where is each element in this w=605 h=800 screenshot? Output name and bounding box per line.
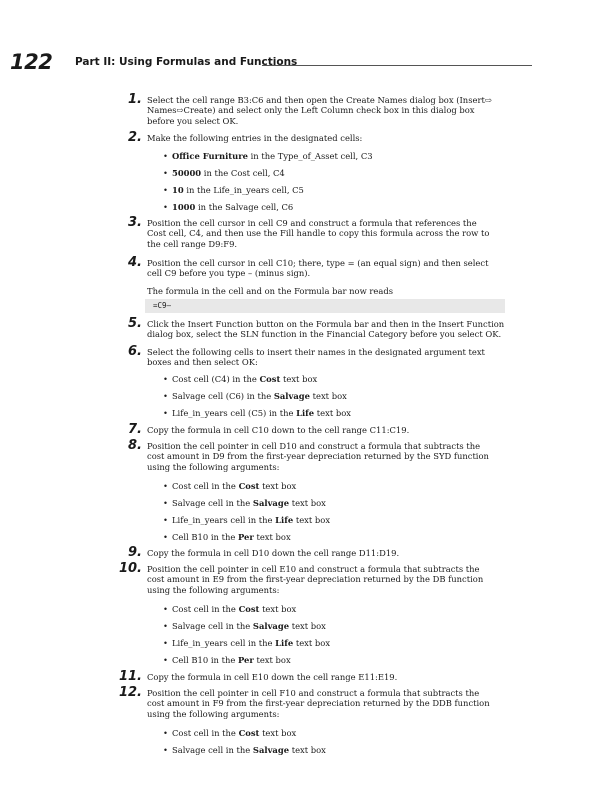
bullet-icon: • [163, 728, 168, 738]
step-number: 3. [128, 215, 142, 230]
step-line: cell C9 before you type – (minus sign). [147, 268, 311, 279]
step-line: Position the cell pointer in cell E10 and construct a formula that subtracts the [147, 564, 480, 574]
step-text [147, 95, 512, 126]
step-text [147, 319, 512, 340]
step-number: 2. [128, 130, 142, 145]
bullet-item: • Cell B10 in the Per text box [163, 532, 291, 542]
step-number: 10. [118, 561, 142, 576]
bullet-item: • Office Furniture in the Type_of_Asset cell, C3 [163, 151, 373, 161]
step-line: before you select OK. [147, 115, 239, 126]
step-number: 6. [128, 344, 142, 359]
step-line: Copy the formula in cell C10 down to the cell range C11:C19. [147, 425, 410, 435]
bullet-item: • Cost cell in the Cost text box [163, 728, 297, 738]
step-line: Click the Insert Function button on the Formula bar and then in the Insert Function [147, 319, 505, 329]
step-line: Copy the formula in cell E10 down the cell range E11:E19. [147, 672, 398, 682]
bullet-item: • Life_in_years cell in the Life text box [163, 638, 331, 648]
bullet-icon: • [163, 408, 168, 418]
step-line: Make the following entries in the designated cells: [147, 133, 363, 143]
step-line: Position the cell cursor in cell C9 and construct a formula that references the [147, 218, 477, 228]
part-title: Part II: Using Formulas and Functions [75, 56, 298, 68]
step-line: Select the cell range B3:C6 and then open the Create Names dialog box (Insert⇨ [147, 95, 492, 105]
step-line: Copy the formula in cell D10 down the cell range D11:D19. [147, 548, 400, 558]
bullet-item: • Cost cell in the Cost text box [163, 604, 297, 614]
step-line: the cell range D9:F9. [147, 238, 238, 249]
bullet-item: • 50000 in the Cost cell, C4 [163, 168, 285, 178]
bullet-item: • 10 in the Life_in_years cell, C5 [163, 185, 304, 195]
step-line: dialog box, select the SLN function in the Financial Category before you select OK. [147, 329, 502, 340]
step-line: using the following arguments: [147, 708, 280, 719]
step-line: Names⇨Create) and select only the Left Column check box in this dialog box [147, 105, 475, 116]
step-number: 11. [118, 669, 142, 684]
page-number: 122 [10, 50, 53, 74]
bullet-icon: • [163, 621, 168, 631]
step-line: Position the cell cursor in cell C10; there, type = (an equal sign) and then select [147, 258, 489, 268]
step-number: 5. [128, 316, 142, 331]
step-line: cost amount in F9 from the first-year depreciation returned by the DDB function [147, 698, 490, 709]
bullet-item: • Salvage cell in the Salvage text box [163, 498, 326, 508]
step-line: Select the following cells to insert their names in the designated argument text [147, 347, 485, 357]
step-number: 7. [128, 422, 142, 437]
step-text [147, 218, 512, 249]
step-note: The formula in the cell and on the Formula bar now reads [147, 286, 394, 296]
bullet-item: • Salvage cell (C6) in the Salvage text box [163, 391, 347, 401]
bullet-icon: • [163, 498, 168, 508]
step-line: Position the cell pointer in cell F10 and construct a formula that subtracts the [147, 688, 480, 698]
page-header [0, 50, 605, 80]
step-line: boxes and then select OK: [147, 357, 258, 368]
step-number: 12. [118, 685, 142, 700]
bullet-item: • 1000 in the Salvage cell, C6 [163, 202, 294, 212]
step-number: 9. [128, 545, 142, 560]
step-number: 8. [128, 438, 142, 453]
step-text [147, 133, 512, 143]
step-text [147, 688, 512, 719]
bullet-icon: • [163, 604, 168, 614]
step-text [147, 564, 512, 595]
bullet-item: • Life_in_years cell (C5) in the Life text box [163, 408, 351, 418]
bullet-icon: • [163, 185, 168, 195]
bullet-icon: • [163, 655, 168, 665]
step-text [147, 258, 512, 279]
step-text [147, 672, 512, 682]
step-text [147, 347, 512, 368]
bullet-item: • Cell B10 in the Per text box [163, 655, 291, 665]
bullet-item: • Cost cell in the Cost text box [163, 481, 297, 491]
step-line: cost amount in E9 from the first-year depreciation returned by the DB function [147, 574, 484, 585]
bullet-icon: • [163, 481, 168, 491]
step-text [147, 425, 512, 435]
step-text [147, 441, 512, 472]
bullet-icon: • [163, 515, 168, 525]
bullet-icon: • [163, 374, 168, 384]
bullet-icon: • [163, 151, 168, 161]
step-line: using the following arguments: [147, 584, 280, 595]
step-line: Cost cell, C4, and then use the Fill handle to copy this formula across the row to [147, 228, 490, 239]
step-number: 4. [128, 255, 142, 270]
bullet-item: • Salvage cell in the Salvage text box [163, 621, 326, 631]
step-line: using the following arguments: [147, 461, 280, 472]
step-line: cost amount in D9 from the first-year depreciation returned by the SYD function [147, 451, 489, 462]
bullet-icon: • [163, 202, 168, 212]
bullet-icon: • [163, 638, 168, 648]
bullet-icon: • [163, 168, 168, 178]
formula-code-block: =C9– [145, 299, 505, 313]
bullet-icon: • [163, 745, 168, 755]
bullet-icon: • [163, 532, 168, 542]
step-text [147, 548, 512, 558]
step-number: 1. [128, 92, 142, 107]
bullet-icon: • [163, 391, 168, 401]
bullet-item: • Life_in_years cell in the Life text box [163, 515, 331, 525]
bullet-item: • Salvage cell in the Salvage text box [163, 745, 326, 755]
step-line: Position the cell pointer in cell D10 and construct a formula that subtracts the [147, 441, 481, 451]
header-rule [262, 65, 532, 66]
bullet-item: • Cost cell (C4) in the Cost text box [163, 374, 318, 384]
